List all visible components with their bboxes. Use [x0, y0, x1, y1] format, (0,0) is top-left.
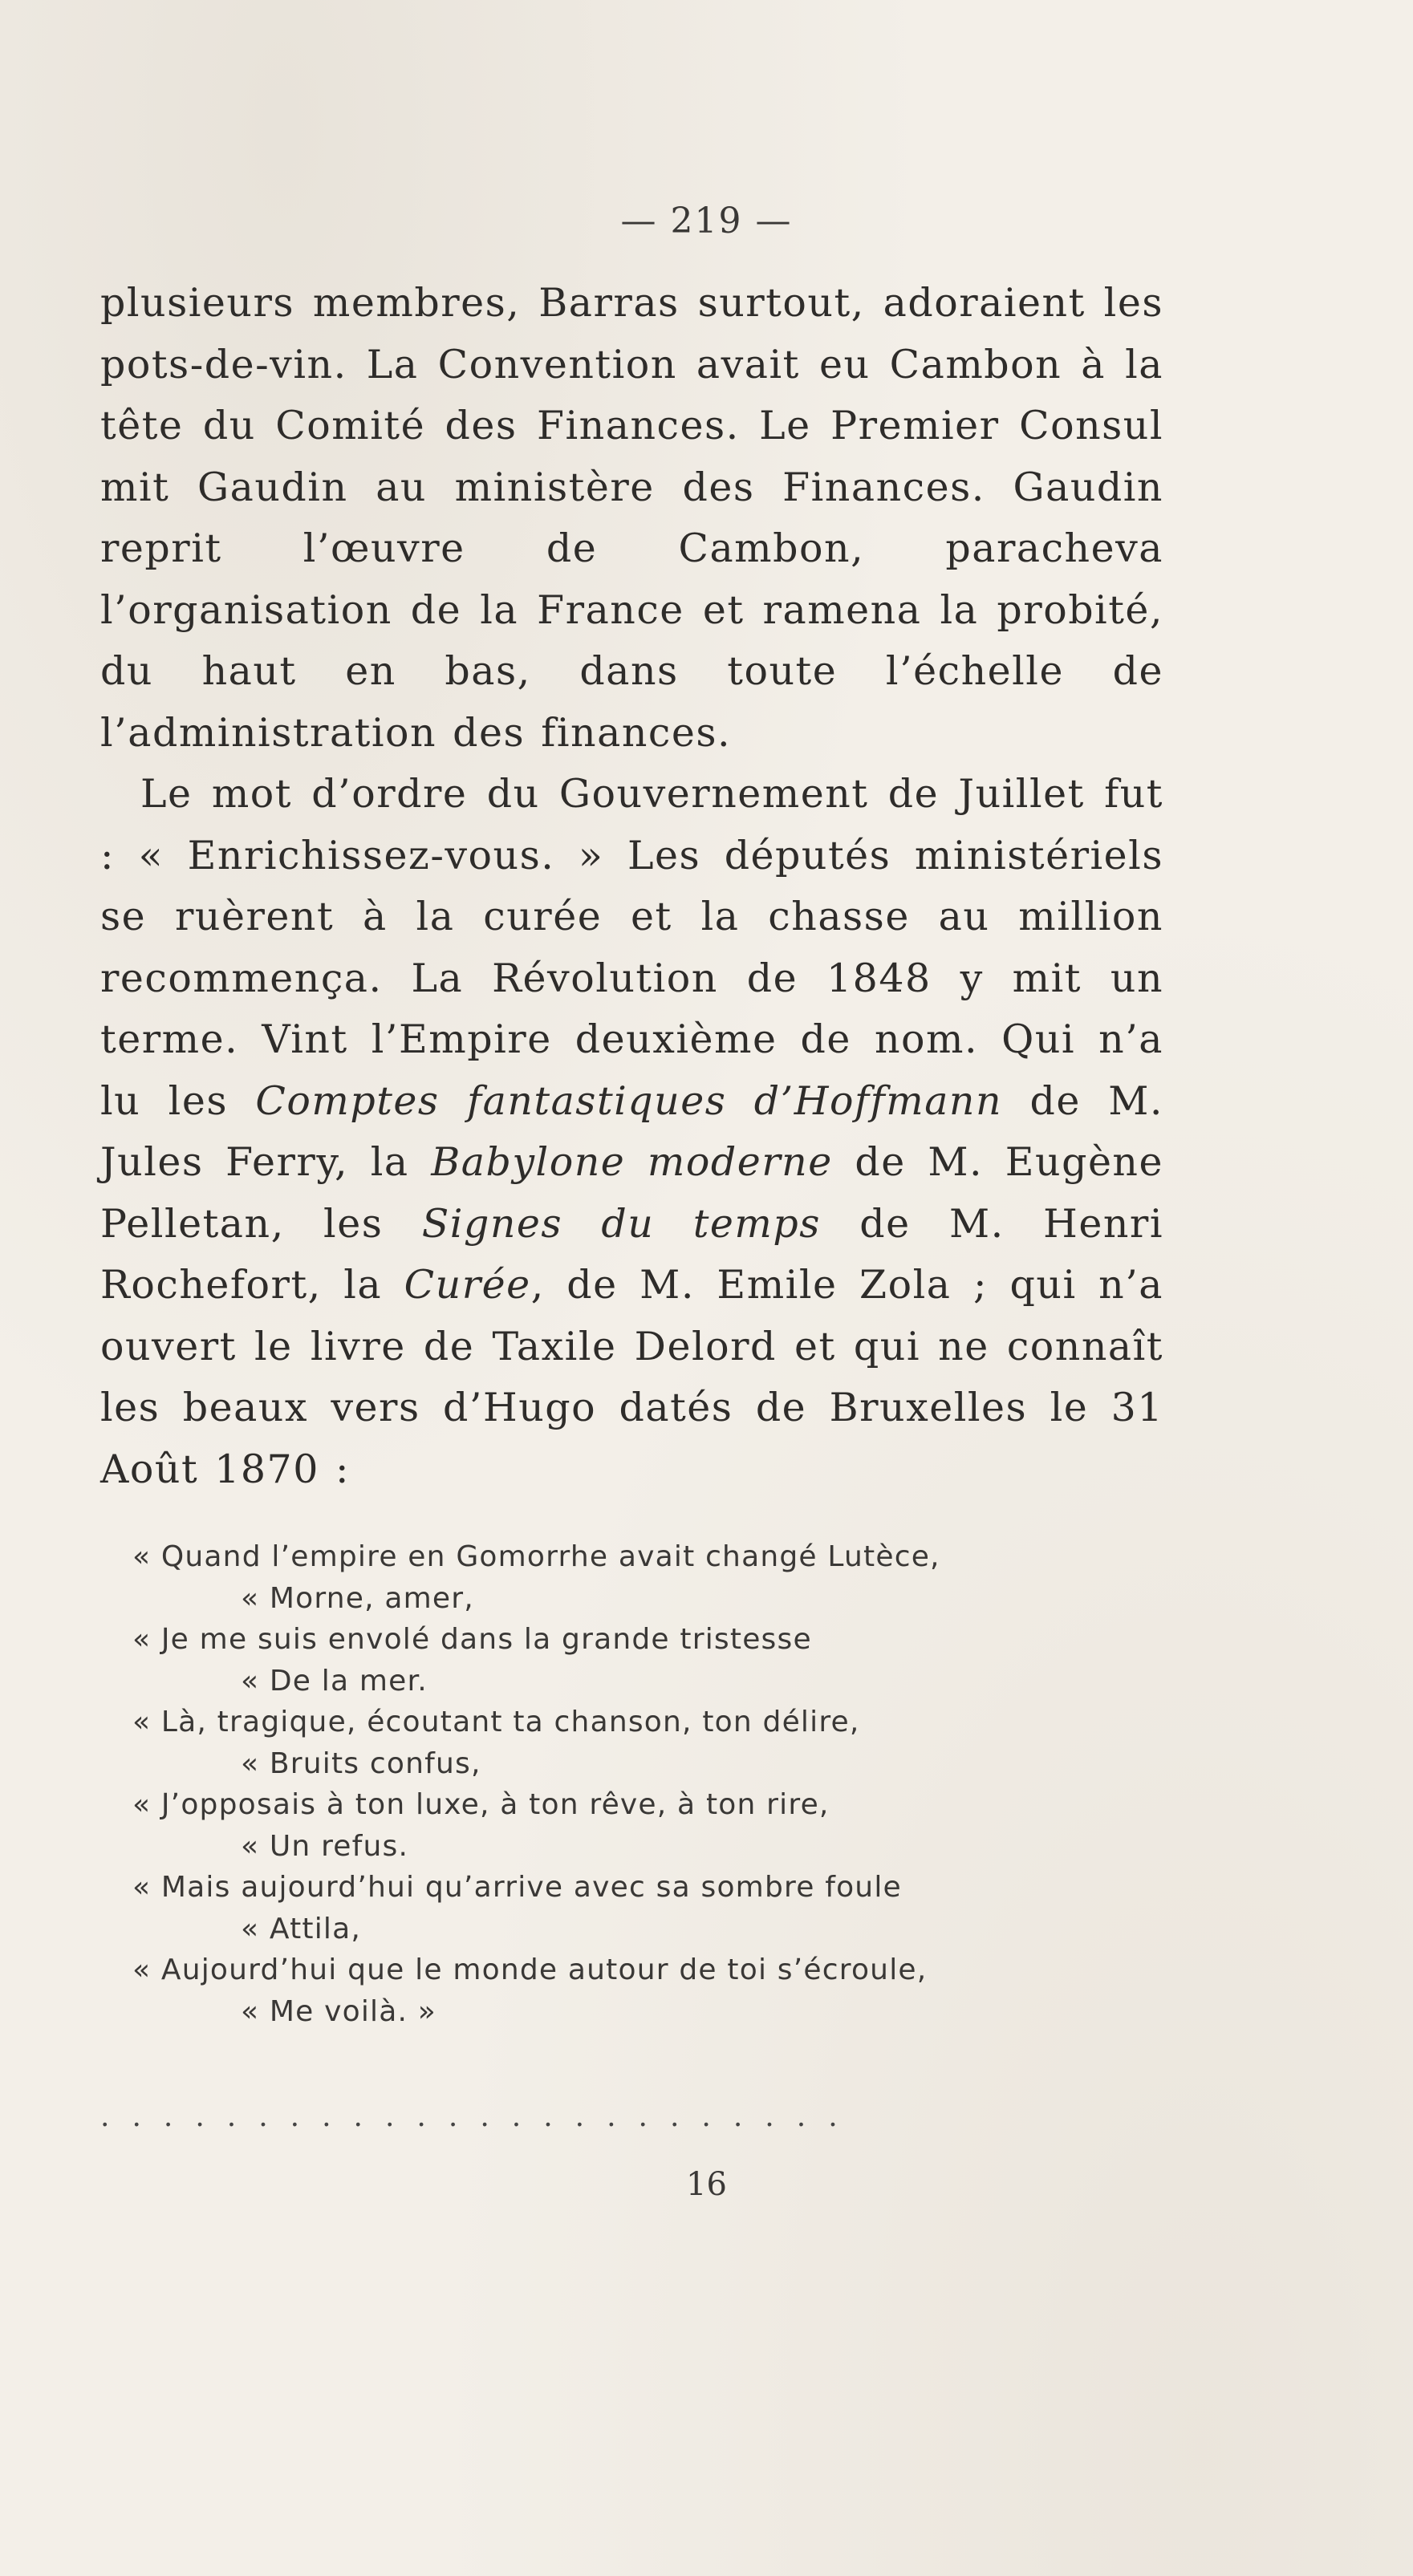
paragraph-2 [100, 764, 1163, 1500]
paragraph-2-text-d: de M. Henri Rochefort, la [100, 1200, 1163, 1308]
poem-line: « Je me suis envolé dans la grande tristesse [132, 1623, 812, 1656]
poem-line: « Morne, amer, [241, 1581, 474, 1615]
signature-mark: 16 [686, 2166, 727, 2203]
page-number-header: — 219 — [620, 201, 793, 241]
title-curee: Curée [404, 1262, 531, 1308]
poem-line: « Un refus. [241, 1829, 409, 1863]
title-comptes-fantastiques: Comptes fantastiques d’Hoffmann [255, 1077, 1003, 1124]
paragraph-2-text-a: Le mot d’ordre du Gouvernement de Juillet fut : « Enrichissez-vous. » Les députés ministériels se ruèrent à la curée et la chasse au million recommença. La Révolution de 1848 y mit un terme. Vint l’Empire deuxième de nom. Qui n’a lu les [100, 771, 1163, 1124]
poem-quote [132, 1536, 1175, 2032]
paragraph-2-text-b: de M. Jules Ferry, la [100, 1077, 1164, 1185]
ellipsis-separator: ........................ [100, 2100, 860, 2133]
poem-line: « J’opposais à ton luxe, à ton rêve, à ton rire, [132, 1788, 830, 1821]
main-text [100, 273, 1163, 1500]
poem-line: « Aujourd’hui que le monde autour de toi s’écroule, [132, 1953, 928, 1986]
poem-line: « De la mer. [241, 1664, 428, 1698]
title-babylone-moderne: Babylone moderne [431, 1139, 833, 1185]
poem-line: « Quand l’empire en Gomorrhe avait changé Lutèce, [132, 1540, 940, 1573]
paragraph-2-text-c: de M. Eugène Pelletan, les [100, 1139, 1163, 1247]
title-signes-du-temps: Signes du temps [421, 1200, 821, 1247]
poem-line: « Mais aujourd’hui qu’arrive avec sa sombre foule [132, 1871, 902, 1904]
paragraph-1: plusieurs membres, Barras surtout, adoraient les pots-de-vin. La Convention avait eu Cambon à la tête du Comité des Finances. Le Premier Consul mit Gaudin au ministère des Finances. Gaudin reprit l’œuvre de Cambon, paracheva l’organisation de la France et ramena la probité, du haut en bas, dans toute l’échelle de l’administration des finances. [100, 280, 1163, 756]
paragraph-2-text-e: , de M. Emile Zola ; qui n’a ouvert le livre de Taxile Delord et qui ne connaît les beaux vers d’Hugo datés de Bruxelles le 31 Août 1870 : [100, 1262, 1163, 1492]
poem-line: « Là, tragique, écoutant ta chanson, ton délire, [132, 1706, 860, 1738]
poem-line: « Me voilà. » [241, 1994, 437, 2028]
poem-line: « Attila, [241, 1912, 362, 1945]
poem-line: « Bruits confus, [241, 1746, 481, 1780]
